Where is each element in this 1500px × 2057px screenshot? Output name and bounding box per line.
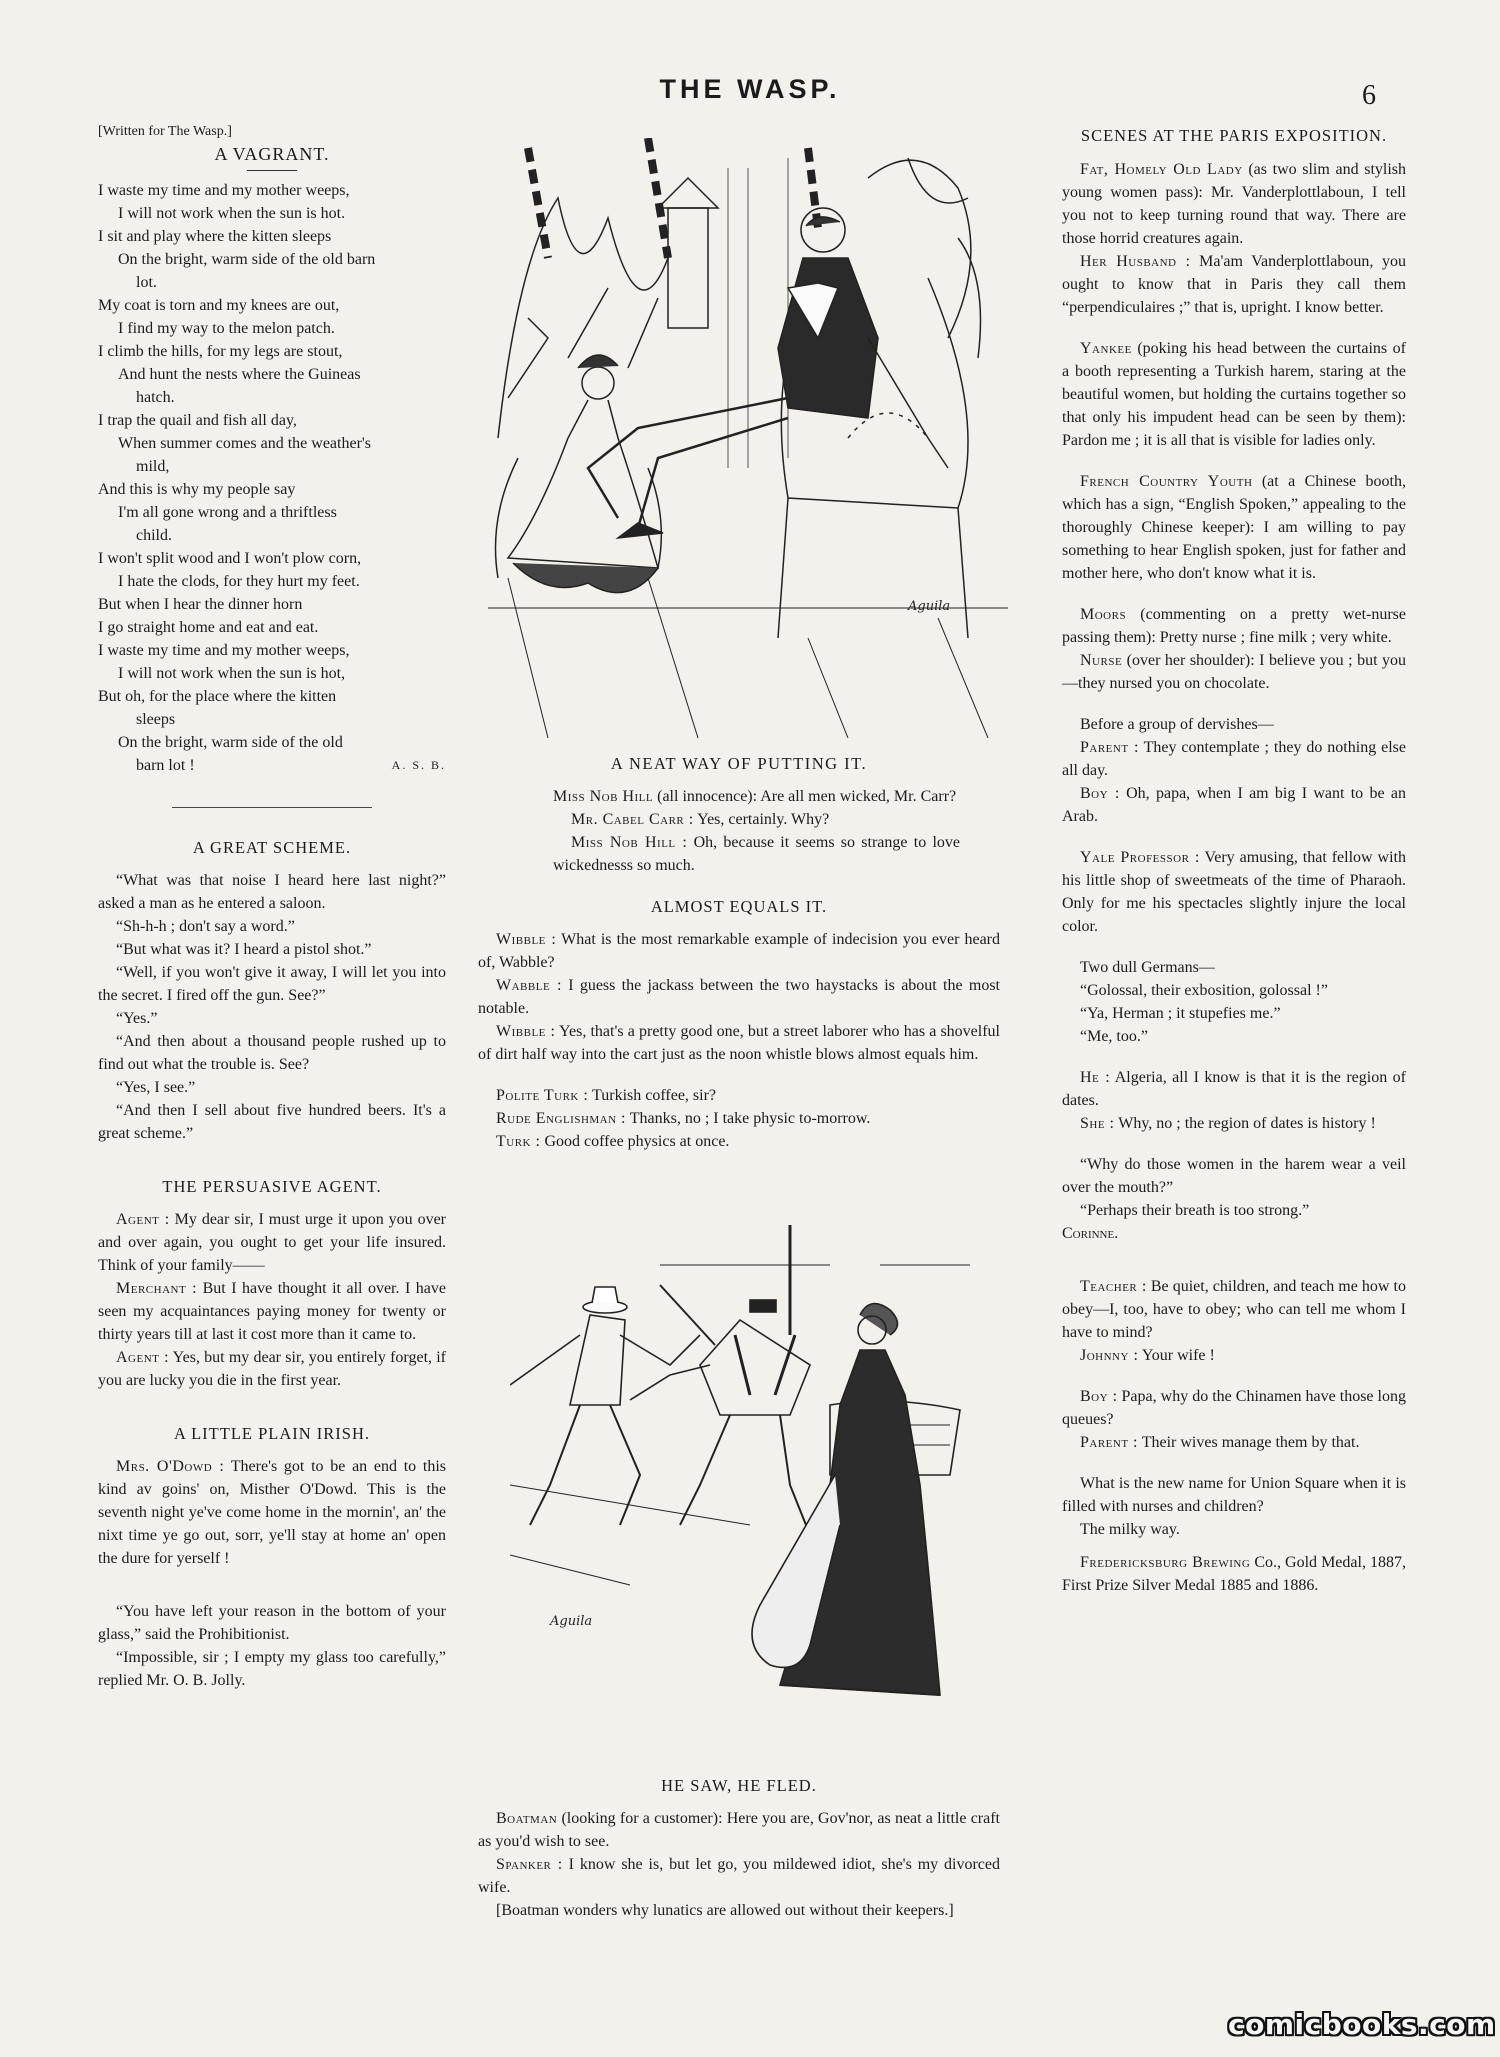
scheme-para: “Yes.” bbox=[116, 1010, 158, 1027]
scheme-para: “Well, if you won't give it away, I will let you into the secret. I fired off the gun. See?” bbox=[98, 964, 446, 1004]
scheme-para: “And then I sell about five hundred beers. It's a great scheme.” bbox=[98, 1102, 446, 1142]
turk-para: Polite Turk : Turkish coffee, sir? bbox=[496, 1087, 717, 1104]
illustration-neat-way bbox=[488, 138, 1008, 738]
almost-para: Wibble : What is the most remarkable example of indecision you ever heard of, Wabble? bbox=[478, 931, 1001, 971]
poem-line: I hate the clods, for they hurt my feet. bbox=[118, 573, 360, 590]
fled-para: Spanker : I know she is, but let go, you mildewed idiot, she's my divorced wife. bbox=[478, 1856, 1001, 1896]
poem-line: hatch. bbox=[136, 389, 175, 406]
corinne-signature: Corinne. bbox=[1062, 1225, 1119, 1242]
poem-line: I waste my time and my mother weeps, bbox=[98, 182, 350, 199]
agent-para: Agent : Yes, but my dear sir, you entirely forget, if you are lucky you die in the first year. bbox=[98, 1349, 446, 1389]
poem-line: And hunt the nests where the Guineas bbox=[118, 366, 361, 383]
running-head: THE WASP. bbox=[659, 74, 841, 104]
poem-line: I climb the hills, for my legs are stout, bbox=[98, 343, 343, 360]
title-rule bbox=[247, 170, 297, 171]
poem-line: I trap the quail and fish all day, bbox=[98, 412, 297, 429]
agent-para: Agent : My dear sir, I must urge it upon you over and over again, you ought to get your life insured. Think of your family—— bbox=[98, 1211, 446, 1274]
poem-line: On the bright, warm side of the old barn bbox=[118, 251, 376, 268]
scheme-article bbox=[98, 869, 446, 1145]
almost-title: ALMOST EQUALS IT. bbox=[650, 897, 828, 916]
merchant-para: Merchant : But I have thought it all over. I have seen my acquaintances paying money for twenty or thirty years till at last it cost more than it came to. bbox=[98, 1280, 446, 1343]
column-left bbox=[98, 120, 446, 1692]
poem-line: I won't split wood and I won't plow corn, bbox=[98, 550, 362, 567]
poem-line: But oh, for the place where the kitten bbox=[98, 688, 337, 705]
vagrant-credit: [Written for The Wasp.] bbox=[98, 124, 232, 139]
illo1-caption: A NEAT WAY OF PUTTING IT. bbox=[610, 754, 868, 773]
turk-para: Turk : Good coffee physics at once. bbox=[496, 1133, 730, 1150]
neat-dialogue: Miss Nob Hill (all innocence): Are all men wicked, Mr. Carr? Mr. Cabel Carr : Yes, certainly. Why? Miss Nob Hill : Oh, because it seems so strange to love wickednesss so much. bbox=[553, 788, 961, 874]
poem-line: When summer comes and the weather's bbox=[118, 435, 372, 452]
column-middle-bottom bbox=[478, 1774, 1000, 1922]
scheme-para: “What was that noise I heard here last night?” asked a man as he entered a saloon. bbox=[98, 872, 446, 912]
divider bbox=[172, 807, 372, 808]
illo2-signature: Aguila bbox=[550, 1614, 593, 1629]
irish-para: Mrs. O'Dowd : There's got to be an end to this kind av goins' on, Misther O'Dowd. This is the seventh night ye've come home in the mornin', an' the nixt time ye go out, sorr, ye'll stay at home an' open the dure for yerself ! bbox=[98, 1458, 447, 1567]
paris-title: SCENES AT THE PARIS EXPOSITION. bbox=[1080, 126, 1388, 145]
poem-line: I go straight home and eat and eat. bbox=[98, 619, 319, 636]
poem-signature: A. S. B. bbox=[391, 758, 446, 772]
vagrant-title: A VAGRANT. bbox=[214, 144, 330, 164]
site-watermark: comicbooks.com bbox=[1228, 2008, 1496, 2041]
poem-line: I will not work when the sun is hot. bbox=[118, 205, 346, 222]
vagrant-poem bbox=[98, 179, 446, 754]
poem-line: And this is why my people say bbox=[98, 481, 296, 498]
poem-line: I sit and play where the kitten sleeps bbox=[98, 228, 332, 245]
irish-title: A LITTLE PLAIN IRISH. bbox=[173, 1424, 371, 1443]
garden-scene-illustration bbox=[488, 138, 1008, 738]
fled-para: [Boatman wonders why lunatics are allowed out without their keepers.] bbox=[496, 1902, 954, 1919]
column-right: SCENES AT THE PARIS EXPOSITION. Fat, Homely Old Lady (as two slim and stylish young women pass): Mr. Vanderplottlaboun, I tell you not to keep turning round that way. There are those horrid creatures again. Her Husband : Ma'am Vanderplottlaboun, you ought to know that in Paris they call them “perpendiculaires ;” that is, upright. I know better. Yankee (poking his head between the curtains of a booth representing a Turkish harem, staring at the beautiful women, but holding the curtains together so that only his impudent head can be seen by them): Pardon me ; it is all that is visible for ladies only. French Country Youth (at a Chinese booth, which has a sign, “English Spoken,” appealing to the thoroughly Chinese keeper): I am willing to pay something to hear English spoken, just for father and mother here, who don't know what it is. Moors (commenting on a pretty wet-nurse passing them): Pretty nurse ; fine milk ; very white. Nurse (over her shoulder): I believe you ; but you—they nursed you on chocolate. Before a group of dervishes— Parent : They contemplate ; they do nothing else all day. Boy : Oh, papa, when I am big I want to be an Arab. Yale Professor : Very amusing, that fellow with his little shop of sweetmeats of the time of Pharaoh. Only for me his spectacles slightly injure the local color. Two dull Germans— “Golossal, their exbosition, golossal !” “Ya, Herman ; it stupefies me.” “Me, too.” He : Algeria, all I know is that it is the region of dates. She : Why, no ; the region of dates is history ! “Why do those women in the harem wear a veil over the mouth?” “Perhaps their breath is too strong.” Corinne. Teacher : Be quiet, children, and teach me how to obey—I, too, have to obey; who can tell me whom I have to mind? Johnny : Your wife ! Boy : Papa, why do the Chinamen have those long queues? Parent : Their wives manage them by that. What is the new name for Union Square when it is filled with nurses and children? The milky way. Fredericksburg Brewing Co., Gold Medal, 1887, First Prize Silver Medal 1885 and 1886. bbox=[1062, 126, 1407, 1594]
agent-title: THE PERSUASIVE AGENT. bbox=[162, 1177, 382, 1196]
poem-line: I waste my time and my mother weeps, bbox=[98, 642, 350, 659]
poem-line: I'm all gone wrong and a thriftless bbox=[118, 504, 337, 521]
poem-line: mild, bbox=[136, 458, 170, 475]
scheme-para: “Sh-h-h ; don't say a word.” bbox=[116, 918, 295, 935]
illustration-he-fled bbox=[510, 1225, 970, 1745]
poem-line: My coat is torn and my knees are out, bbox=[98, 297, 340, 314]
poem-line: sleeps bbox=[136, 711, 176, 728]
fled-para: Boatman (looking for a customer): Here you are, Gov'nor, as neat a little craft as you'd wish to see. bbox=[478, 1810, 1000, 1850]
almost-para: Wibble : Yes, that's a pretty good one, but a street laborer who has a shovelful of dirt half way into the cart just as the noon whistle blows almost equals him. bbox=[478, 1023, 1001, 1063]
poem-line: On the bright, warm side of the old bbox=[118, 734, 343, 751]
scheme-para: “But what was it? I heard a pistol shot.” bbox=[116, 941, 372, 958]
poem-line: I will not work when the sun is hot, bbox=[118, 665, 346, 682]
illo1-signature: Aguila bbox=[908, 599, 951, 614]
almost-para: Wabble : I guess the jackass between the two haystacks is about the most notable. bbox=[478, 977, 1000, 1017]
poem-last-line bbox=[98, 754, 446, 777]
turk-para: Rude Englishman : Thanks, no ; I take physic to-morrow. bbox=[496, 1110, 871, 1127]
scheme-title: A GREAT SCHEME. bbox=[192, 838, 352, 857]
page-number: 6 bbox=[1362, 80, 1376, 111]
poem-last-text: barn lot ! bbox=[136, 757, 195, 774]
scheme-para: “Yes, I see.” bbox=[116, 1079, 196, 1096]
reason-para: “You have left your reason in the bottom of your glass,” said the Prohibitionist. bbox=[98, 1603, 446, 1643]
scheme-para: “And then about a thousand people rushed up to find out what the trouble is. See? bbox=[98, 1033, 446, 1073]
poem-line: But when I hear the dinner horn bbox=[98, 596, 303, 613]
illo2-caption: HE SAW, HE FLED. bbox=[661, 1776, 817, 1795]
reason-para: “Impossible, sir ; I empty my glass too carefully,” replied Mr. O. B. Jolly. bbox=[98, 1649, 446, 1689]
dock-scene-illustration bbox=[510, 1225, 970, 1745]
poem-line: lot. bbox=[136, 274, 157, 291]
poem-line: I find my way to the melon patch. bbox=[118, 320, 335, 337]
column-middle bbox=[478, 752, 1000, 1153]
poem-line: child. bbox=[136, 527, 172, 544]
